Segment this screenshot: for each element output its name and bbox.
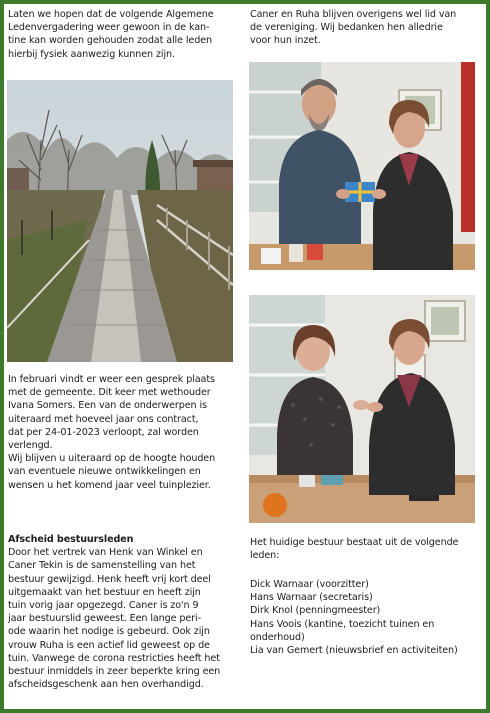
text-line: wensen u het komend jaar veel tuinplezier.: [8, 479, 211, 491]
afscheid-section: [8, 533, 220, 691]
text-line: tine kan worden gehouden zodat alle leden: [8, 35, 213, 47]
text-line: Het huidige bestuur bestaat uit de volgende: [250, 537, 459, 548]
text-line: bestuur inmiddels in zeer beperkte kring een: [8, 666, 221, 678]
gift-handover-photo-2: [249, 295, 475, 523]
text-line: Laten we hopen dat de volgende Algemene: [8, 9, 214, 20]
member-line: Dirk Knol (penningmeester): [250, 605, 381, 617]
text-line: voor hun inzet.: [250, 35, 321, 47]
text-line: vrouw Ruha is een actief lid geweest op de: [8, 639, 210, 651]
text-line: verlengd.: [8, 440, 53, 452]
text-line: jaar bestuurslid geweest. Een lange peri-: [8, 613, 201, 625]
gemeente-paragraph: [8, 373, 215, 492]
text-line: Caner Tekin is de samenstelling van het: [8, 560, 196, 572]
text-line: bestuur gewijzigd. Henk heeft vrij kort deel: [8, 573, 211, 585]
caner-paragraph: [250, 8, 456, 48]
member-line: Hans Voois (kantine, toezicht tuinen en: [250, 618, 435, 630]
text-line: van eventuele nieuwe ontwikkelingen en: [8, 466, 201, 478]
member-line: Lia van Gemert (nieuwsbrief en activiteiten): [250, 645, 458, 657]
text-line: de vereniging. Wij bedanken hen alledrie: [250, 22, 443, 34]
text-line: uiteraard met hoeveel jaar ons contract,: [8, 413, 199, 425]
text-line: Ledenvergadering weer gewoon in de kan-: [8, 22, 210, 34]
text-line: Caner en Ruha blijven overigens wel lid van: [250, 9, 457, 20]
text-line: hierbij fysiek aanwezig kunnen zijn.: [8, 48, 175, 60]
text-line: dat per 24-01-2023 verloopt, zal worden: [8, 426, 199, 438]
text-line: In februari vindt er weer een gesprek plaats: [8, 374, 215, 385]
gift-handover-photo-1: [249, 62, 475, 270]
member-line: onderhoud): [250, 631, 305, 643]
text-line: leden:: [250, 550, 280, 562]
member-line: Dick Warnaar (voorzitter): [250, 579, 369, 590]
text-line: met de gemeente. Dit keer met wethouder: [8, 387, 211, 399]
text-line: uitgemaakt van het bestuur en heeft zijn: [8, 586, 201, 598]
text-line: tuin vorig jaar opgezegd. Caner is zo'n 9: [8, 600, 199, 612]
text-line: afscheidsgeschenk aan hen overhandigd.: [8, 679, 204, 691]
text-line: Wij blijven u uiteraard op de hoogte houden: [8, 453, 216, 465]
section-heading: Afscheid bestuursleden: [8, 534, 134, 545]
bestuur-intro: [250, 536, 458, 562]
text-line: Ivana Somers. Een van de onderwerpen is: [8, 400, 207, 412]
newsletter-page: [4, 4, 486, 709]
text-line: Door het vertrek van Henk van Winkel en: [8, 547, 203, 559]
intro-paragraph: [8, 8, 214, 61]
text-line: ode waarin het nodige is gebeurd. Ook zijn: [8, 626, 210, 638]
garden-path-photo: [7, 80, 233, 362]
member-line: Hans Warnaar (secretaris): [250, 592, 373, 604]
text-line: tuin. Vanwege de corona restricties heeft het: [8, 652, 220, 664]
bestuur-members-list: [250, 578, 458, 657]
